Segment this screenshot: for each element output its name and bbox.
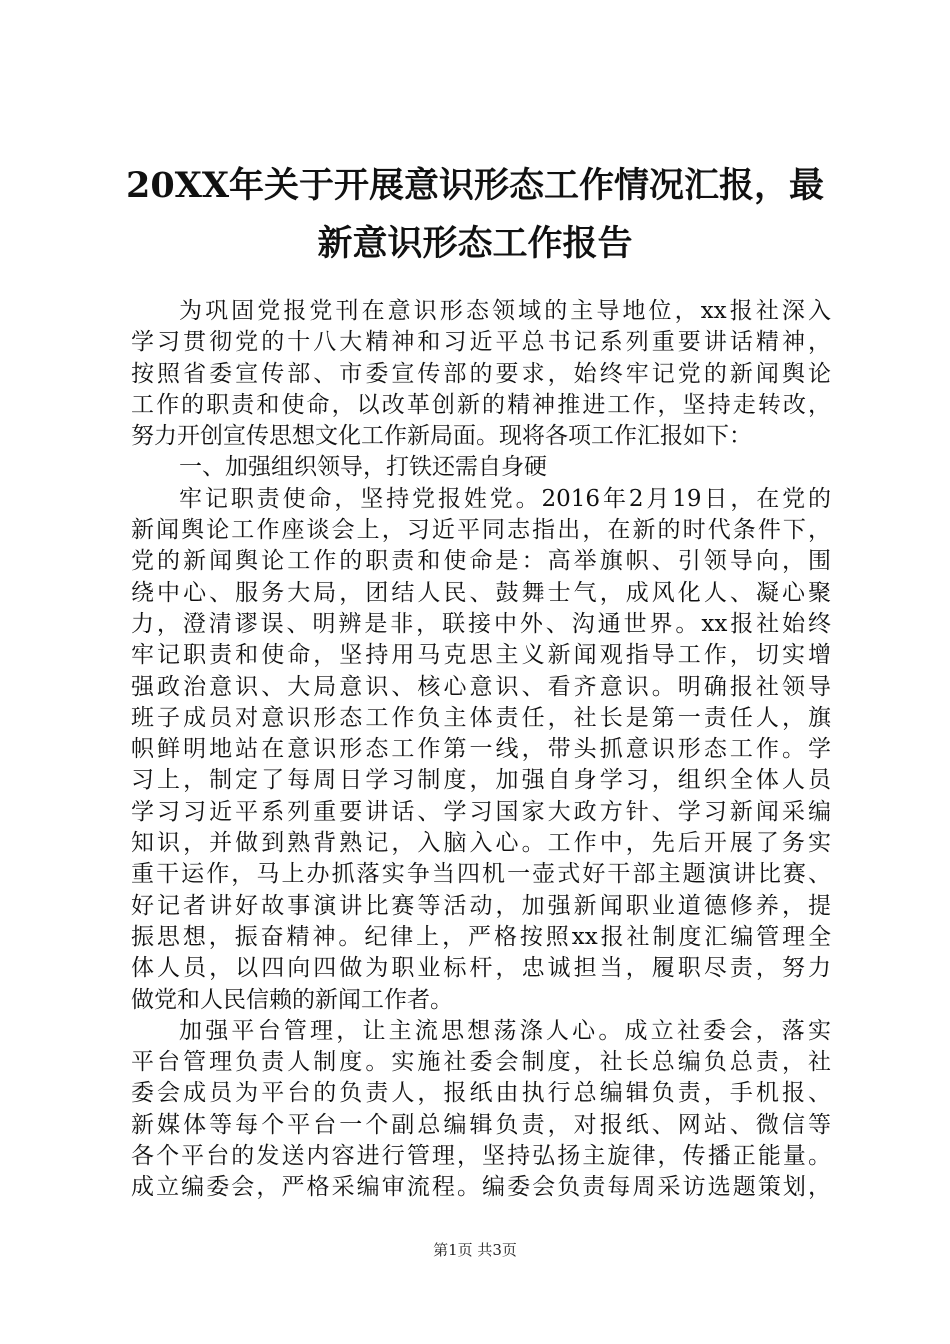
body-line: 党的新闻舆论工作的职责和使命是：高举旗帜、引领导向，围 [131,548,831,575]
body-line: 牢记职责和使命，坚持用马克思主义新闻观指导工作，切实增 [131,642,831,669]
body-line: 重干运作，马上办抓落实争当四机一壶式好干部主题演讲比赛、 [131,861,831,888]
body-line: 帜鲜明地站在意识形态工作第一线，带头抓意识形态工作。学 [131,736,831,763]
body-line: 成立编委会，严格采编审流程。编委会负责每周采访选题策划， [131,1174,831,1201]
body-line: 学习习近平系列重要讲话、学习国家大政方针、学习新闻采编 [131,798,831,825]
body-line: 工作的职责和使命，以改革创新的精神推进工作，坚持走转改， [131,391,831,418]
body-line: 班子成员对意识形态工作负主体责任，社长是第一责任人，旗 [131,704,831,731]
body-line: 习上，制定了每周日学习制度，加强自身学习，组织全体人员 [131,767,831,794]
body-line: 各个平台的发送内容进行管理，坚持弘扬主旋律，传播正能量。 [131,1143,831,1170]
body-line: 加强平台管理，让主流思想荡涤人心。成立社委会，落实 [179,1017,831,1044]
body-line: 振思想，振奋精神。纪律上，严格按照xx报社制度汇编管理全 [131,923,831,950]
body-line: 学习贯彻党的十八大精神和习近平总书记系列重要讲话精神， [131,329,831,356]
body-line: 做党和人民信赖的新闻工作者。 [131,986,453,1013]
body-line: 绕中心、服务大局，团结人民、鼓舞士气，成风化人、凝心聚 [131,579,831,606]
body-line: 平台管理负责人制度。实施社委会制度，社长总编负总责，社 [131,1049,831,1076]
document-body [131,296,831,1204]
body-line: 新闻舆论工作座谈会上，习近平同志指出，在新的时代条件下， [131,517,831,544]
document-title-line-2: 新意识形态工作报告 [317,223,633,264]
page-footer: 第1页 共3页 [433,1241,517,1259]
body-line: 体人员，以四向四做为职业标杆，忠诚担当，履职尽责，努力 [131,955,831,982]
section-heading: 一、加强组织领导，打铁还需自身硬 [179,454,547,481]
body-line: 新媒体等每个平台一个副总编辑负责，对报纸、网站、微信等 [131,1111,831,1138]
body-line: 牢记职责使命，坚持党报姓党。2016年2月19日，在党的 [179,485,831,512]
body-line: 好记者讲好故事演讲比赛等活动，加强新闻职业道德修养，提 [131,892,831,919]
body-line: 按照省委宣传部、市委宣传部的要求，始终牢记党的新闻舆论 [131,360,831,387]
body-line: 力，澄清谬误、明辨是非，联接中外、沟通世界。xx报社始终 [131,610,831,637]
body-line: 为巩固党报党刊在意识形态领域的主导地位，xx报社深入 [179,298,831,324]
body-line: 知识，并做到熟背熟记，入脑入心。工作中，先后开展了务实 [131,830,831,857]
body-line: 努力开创宣传思想文化工作新局面。现将各项工作汇报如下： [131,423,752,450]
document-title-line-1: 20XX年关于开展意识形态工作情况汇报，最 [125,165,825,206]
body-line: 委会成员为平台的负责人，报纸由执行总编辑负责，手机报、 [131,1080,831,1107]
body-line: 强政治意识、大局意识、核心意识、看齐意识。明确报社领导 [131,673,831,700]
